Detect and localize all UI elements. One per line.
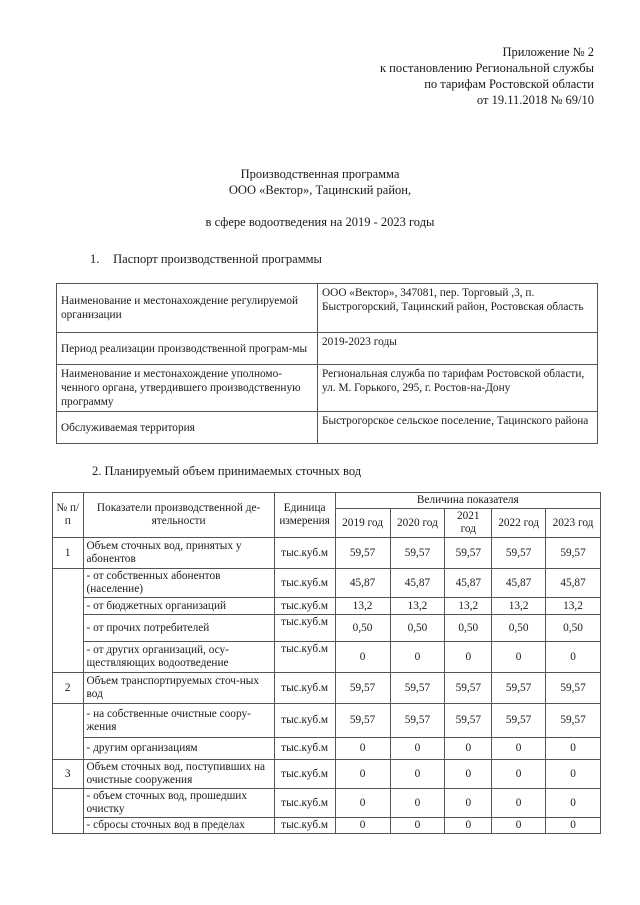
row-value: 0	[546, 738, 601, 760]
appendix-header	[380, 44, 594, 108]
col-header-indicator: Показатели производственной де-ятельности	[83, 493, 274, 538]
row-value: 45,87	[546, 569, 601, 598]
row-value: 45,87	[492, 569, 546, 598]
table-row	[57, 365, 598, 412]
wastewater-volume-table	[52, 492, 601, 834]
row-unit: тыс.куб.м	[274, 615, 335, 642]
document-title	[0, 166, 640, 230]
row-value: 13,2	[492, 598, 546, 615]
row-value: 0	[390, 642, 445, 673]
row-value: 0	[335, 818, 390, 834]
row-value: 0	[492, 738, 546, 760]
section-2-heading: 2. Планируемый объем принимаемых сточных вод	[92, 464, 362, 478]
row-value: 13,2	[546, 598, 601, 615]
row-unit: тыс.куб.м	[274, 789, 335, 818]
table-row	[53, 818, 601, 834]
row-value: 0	[390, 760, 445, 789]
table-row	[53, 738, 601, 760]
row-value: 45,87	[390, 569, 445, 598]
row-indicator: - от собственных абонентов (население)	[83, 569, 274, 598]
row-value: 13,2	[390, 598, 445, 615]
row-value: 0	[546, 789, 601, 818]
section-1-title: Паспорт производственной программы	[113, 252, 322, 266]
row-indicator: - от других организаций, осу-ществляющих водоотведение	[83, 642, 274, 673]
row-value: 0	[445, 760, 492, 789]
table-row	[53, 598, 601, 615]
table-row	[53, 642, 601, 673]
row-indicator: Объем транспортируемых сточ-ных вод	[83, 673, 274, 704]
row-value: 59,57	[390, 538, 445, 569]
row-value: 0	[492, 760, 546, 789]
row-indicator: - сбросы сточных вод в пределах	[83, 818, 274, 834]
table-row	[53, 760, 601, 789]
row-value: 0	[492, 818, 546, 834]
row-value: 13,2	[335, 598, 390, 615]
row-unit: тыс.куб.м	[274, 818, 335, 834]
row-value: 59,57	[445, 538, 492, 569]
title-line-3: в сфере водоотведения на 2019 - 2023 годы	[205, 215, 435, 229]
row-value: 59,57	[390, 673, 445, 704]
row-num	[53, 789, 84, 834]
table-row	[53, 615, 601, 642]
row-indicator: Объем сточных вод, принятых у абонентов	[83, 538, 274, 569]
row-value: 59,57	[546, 704, 601, 738]
row-indicator: - другим организациям	[83, 738, 274, 760]
row-indicator: - на собственные очистные соору-жения	[83, 704, 274, 738]
passport-label: Наименование и местонахождение уполномо-ченного органа, утвердившего производственную программу	[57, 365, 318, 412]
row-value: 0	[390, 818, 445, 834]
row-value: 59,57	[335, 538, 390, 569]
title-line-2: ООО «Вектор», Тацинский район,	[228, 183, 412, 197]
row-value: 45,87	[335, 569, 390, 598]
col-header-year: 2022 год	[492, 509, 546, 538]
table-row	[53, 789, 601, 818]
row-value: 0	[445, 789, 492, 818]
row-unit: тыс.куб.м	[274, 642, 335, 673]
row-value: 59,57	[390, 704, 445, 738]
table-row	[57, 412, 598, 444]
row-value: 59,57	[445, 673, 492, 704]
row-value: 59,57	[335, 673, 390, 704]
row-value: 59,57	[546, 538, 601, 569]
row-value: 0	[335, 738, 390, 760]
row-value: 59,57	[335, 704, 390, 738]
col-header-year: 2021 год	[445, 509, 492, 538]
title-line-1: Производственная программа	[240, 167, 400, 181]
appendix-authority: по тарифам Ростовской области	[424, 77, 594, 91]
table-row	[57, 284, 598, 333]
section-1-number: 1.	[90, 252, 100, 266]
row-value: 0,50	[546, 615, 601, 642]
row-value: 0	[445, 642, 492, 673]
passport-table	[56, 283, 598, 444]
header-row	[53, 493, 601, 509]
row-num: 3	[53, 760, 84, 789]
row-value: 0,50	[492, 615, 546, 642]
passport-value: ООО «Вектор», 347081, пер. Торговый ,3, п. Быстрогорский, Тацинский район, Ростовская область	[318, 284, 598, 333]
row-indicator: - от бюджетных организаций	[83, 598, 274, 615]
row-value: 45,87	[445, 569, 492, 598]
passport-label: Обслуживаемая территория	[57, 412, 318, 444]
appendix-number: Приложение № 2	[502, 45, 594, 59]
row-value: 59,57	[492, 704, 546, 738]
row-value: 0,50	[390, 615, 445, 642]
row-unit: тыс.куб.м	[274, 569, 335, 598]
row-value: 0	[546, 760, 601, 789]
col-header-num: № п/п	[53, 493, 84, 538]
row-value: 0	[546, 642, 601, 673]
row-value: 59,57	[492, 538, 546, 569]
table-row	[53, 673, 601, 704]
row-value: 0,50	[335, 615, 390, 642]
row-value: 0	[335, 760, 390, 789]
row-value: 59,57	[492, 673, 546, 704]
row-value: 0	[335, 789, 390, 818]
appendix-date: от 19.11.2018 № 69/10	[476, 93, 594, 107]
col-header-value-group: Величина показателя	[335, 493, 600, 509]
appendix-ref: к постановлению Региональной службы	[379, 61, 594, 75]
row-value: 0	[390, 789, 445, 818]
row-value: 0	[546, 818, 601, 834]
row-num	[53, 704, 84, 760]
table-row	[57, 333, 598, 365]
row-unit: тыс.куб.м	[274, 738, 335, 760]
row-value: 0	[390, 738, 445, 760]
passport-label: Период реализации производственной програм-мы	[57, 333, 318, 365]
passport-label: Наименование и местонахождение регулируемой организации	[57, 284, 318, 333]
row-value: 59,57	[546, 673, 601, 704]
row-unit: тыс.куб.м	[274, 760, 335, 789]
table-row	[53, 569, 601, 598]
row-num: 2	[53, 673, 84, 704]
row-indicator: - от прочих потребителей	[83, 615, 274, 642]
row-value: 59,57	[445, 704, 492, 738]
row-unit: тыс.куб.м	[274, 598, 335, 615]
passport-value: 2019-2023 годы	[318, 333, 598, 365]
row-value: 0,50	[445, 615, 492, 642]
row-value: 0	[492, 789, 546, 818]
section-1-heading	[90, 252, 322, 267]
row-value: 13,2	[445, 598, 492, 615]
col-header-year: 2023 год	[546, 509, 601, 538]
row-indicator: Объем сточных вод, поступивших на очистные сооружения	[83, 760, 274, 789]
row-unit: тыс.куб.м	[274, 673, 335, 704]
col-header-unit: Единица измерения	[274, 493, 335, 538]
row-num: 1	[53, 538, 84, 569]
col-header-year: 2019 год	[335, 509, 390, 538]
row-indicator: - объем сточных вод, прошедших очистку	[83, 789, 274, 818]
table-row	[53, 538, 601, 569]
passport-value: Быстрогорское сельское поселение, Тацинского района	[318, 412, 598, 444]
row-value: 0	[492, 642, 546, 673]
table-row	[53, 704, 601, 738]
row-num	[53, 569, 84, 673]
col-header-year: 2020 год	[390, 509, 445, 538]
passport-value: Региональная служба по тарифам Ростовской области, ул. М. Горького, 295, г. Ростов-на-Дону	[318, 365, 598, 412]
row-unit: тыс.куб.м	[274, 704, 335, 738]
row-value: 0	[335, 642, 390, 673]
row-value: 0	[445, 818, 492, 834]
row-unit: тыс.куб.м	[274, 538, 335, 569]
row-value: 0	[445, 738, 492, 760]
